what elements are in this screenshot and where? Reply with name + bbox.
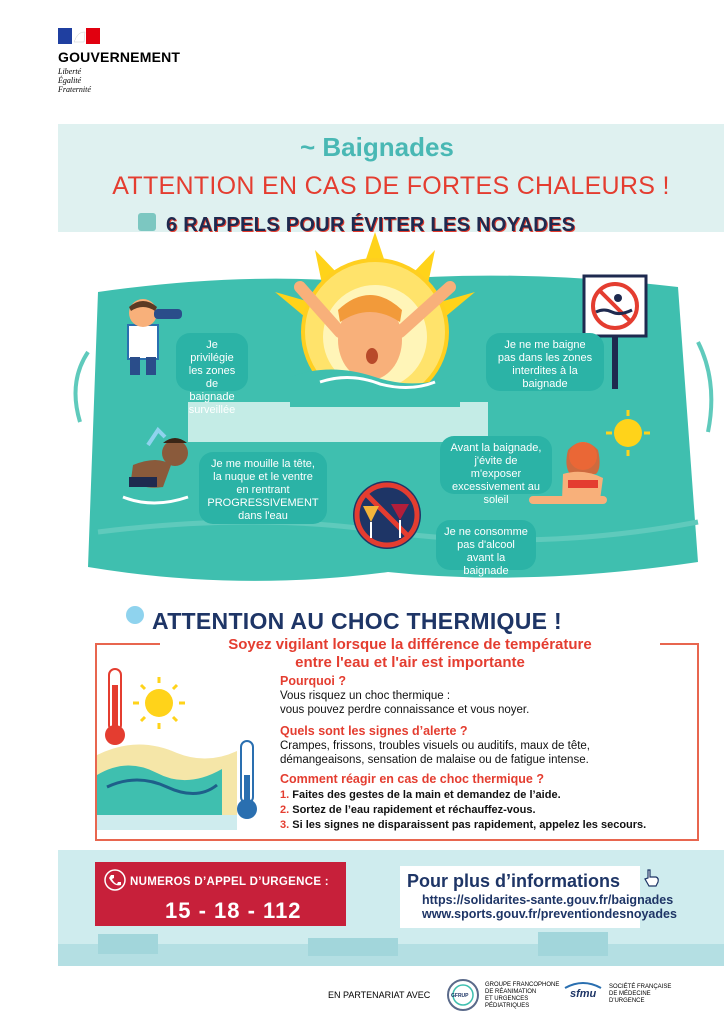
phone-icon [104,869,126,891]
emergency-numbers: 15 - 18 - 112 [165,898,302,923]
government-title: GOUVERNEMENT [58,49,181,65]
tip-progressive-entry: Je me mouille la tête, la nuque et le ventre en rentrant PROGRESSIVEMENT dans l'eau [199,452,327,524]
tip-surveilled-zones: Je privilégie les zones de baignade surveillée [176,333,248,391]
emergency-label: NUMEROS D’APPEL D’URGENCE : [130,876,329,888]
partnership-label: EN PARTENARIAT AVEC [328,990,431,1000]
info-title: Pour plus d’informations [407,871,621,891]
sun-swimmer-illustration [260,232,490,407]
government-motto: Liberté Égalité Fraternité [58,67,91,94]
category-title: ~ Baignades [300,132,454,162]
reminder-icon [138,213,156,231]
signs-text-2: démangeaisons, sensation de malaise ou de fatigue intense. [280,754,589,766]
cursor-hand-icon [642,868,662,888]
why-text-1: Vous risquez un choc thermique : [280,690,451,702]
why-text-2: vous pouvez perdre connaissance et vous noyer. [280,704,530,716]
gfrup-logo-mark: GFRUP [451,993,469,999]
info-link-sante[interactable]: https://solidarites-sante.gouv.fr/baignades [422,893,674,907]
sfmu-logo-text: SOCIÉTÉ FRANÇAISE DE MÉDECINE D'URGENCE [609,984,672,1004]
tip-forbidden-zones: Je ne me baigne pas dans les zones interdites à la baignade [486,333,604,391]
tip-sun-exposure: Avant la baignade, j'évite de m'exposer excessivement au soleil [440,436,552,494]
signs-heading: Quels sont les signes d’alerte ? [280,724,468,738]
step-1: 1. Faites des gestes de la main et demandez de l’aide. [280,789,561,801]
person-wetting-head-illustration [113,425,198,513]
marianne-flag-icon [58,28,100,44]
thermal-shock-subtitle: Soyez vigilant lorsque la différence de température entre l'eau et l'air est importante [160,636,660,672]
no-alcohol-illustration [345,478,430,553]
heat-headline: ATTENTION EN CAS DE FORTES CHALEURS ! [112,172,670,200]
react-heading: Comment réagir en cas de choc thermique ? [280,772,544,786]
thermal-shock-illustration [97,665,267,839]
signs-text-1: Crampes, frissons, troubles visuels ou auditifs, maux de tête, [280,740,591,752]
reminders-subheadline: 6 RAPPELS POUR ÉVITER LES NOYADES [166,214,576,236]
thermal-shock-title: ATTENTION AU CHOC THERMIQUE ! [152,608,562,634]
gfrup-logo-text: GROUPE FRANCOPHONE DE RÉANIMATION ET URGENCES PÉDIATRIQUES [485,982,560,1009]
step-3: 3. Si les signes ne disparaissent pas rapidement, appelez les secours. [280,819,647,831]
water-drop-icon [124,604,146,626]
tip-no-alcohol: Je ne consomme pas d'alcool avant la baignade [436,520,536,570]
sfmu-logo-mark: sfmu [570,988,597,1000]
why-heading: Pourquoi ? [280,674,346,688]
info-link-sports[interactable]: www.sports.gouv.fr/preventiondesnoyades [422,907,677,921]
step-2: 2. Sortez de l’eau rapidement et réchauffez-vous. [280,804,536,816]
skyline-decoration [58,930,724,966]
